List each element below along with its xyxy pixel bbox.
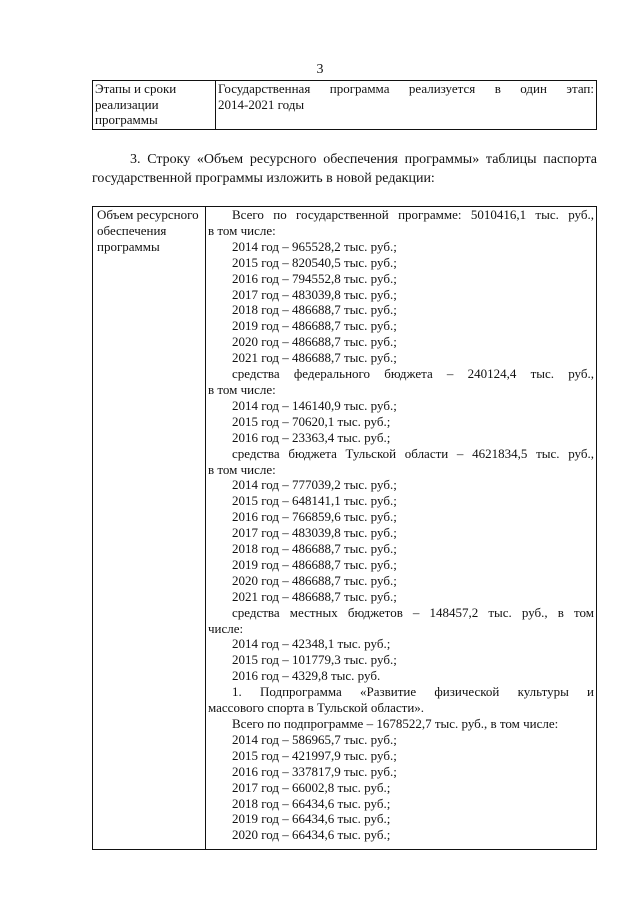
year-line: 2016 год – 4329,8 тыс. руб. <box>232 668 381 684</box>
subprogram-total: Всего по подпрограмме – 1678522,7 тыс. руб., в том числе: <box>232 716 559 731</box>
table-row <box>93 207 597 850</box>
year-line: 2014 год – 586965,7 тыс. руб.; <box>232 731 397 747</box>
year-line: 2020 год – 486688,7 тыс. руб.; <box>232 572 397 588</box>
federal-line: средства федерального бюджета – 240124,4 тыс. руб., <box>232 366 594 382</box>
federal-line-cont: в том числе: <box>208 381 276 397</box>
year-line: 2019 год – 486688,7 тыс. руб.; <box>232 318 397 334</box>
year-line: 2020 год – 66434,6 тыс. руб.; <box>232 827 391 843</box>
year-line: 2019 год – 486688,7 тыс. руб.; <box>232 556 397 572</box>
local-line-cont: числе: <box>208 620 244 636</box>
page-number: 3 <box>316 62 324 77</box>
year-line: 2016 год – 766859,6 тыс. руб.; <box>232 509 397 525</box>
year-line: 2018 год – 486688,7 тыс. руб.; <box>232 541 397 557</box>
total-years-list <box>208 239 594 366</box>
year-line: 2015 год – 820540,5 тыс. руб.; <box>232 254 397 270</box>
year-line: 2018 год – 66434,6 тыс. руб.; <box>232 795 391 811</box>
regional-years-list <box>208 477 594 604</box>
resources-table <box>92 206 597 850</box>
year-line: 2016 год – 337817,9 тыс. руб.; <box>232 763 397 779</box>
year-line: 2014 год – 965528,2 тыс. руб.; <box>232 238 397 254</box>
year-line: 2015 год – 70620,1 тыс. руб.; <box>232 413 391 429</box>
stages-value <box>216 81 597 130</box>
total-line: Всего по государственной программе: 5010416,1 тыс. руб., <box>232 207 594 222</box>
year-line: 2016 год – 23363,4 тыс. руб.; <box>232 429 391 445</box>
stages-table <box>92 80 597 130</box>
year-line: 2019 год – 66434,6 тыс. руб.; <box>232 811 391 827</box>
resources-label: Объем ресурсного обеспечения программы <box>93 207 206 850</box>
year-line: 2020 год – 486688,7 тыс. руб.; <box>232 334 397 350</box>
year-line: 2014 год – 146140,9 тыс. руб.; <box>232 397 397 413</box>
year-line: 2017 год – 66002,8 тыс. руб.; <box>232 779 391 795</box>
stages-value-line2: 2014-2021 годы <box>218 96 305 112</box>
subprogram-line: 1. Подпрограмма «Развитие физической культуры и <box>232 684 594 700</box>
year-line: 2017 год – 483039,8 тыс. руб.; <box>232 525 397 541</box>
resources-value <box>206 207 597 850</box>
regional-line: средства бюджета Тульской области – 4621834,5 тыс. руб., <box>232 445 594 461</box>
local-years-list <box>208 636 594 684</box>
subprogram-years-list <box>208 732 594 843</box>
table-row <box>93 81 597 130</box>
amendment-paragraph: 3. Строку «Объем ресурсного обеспечения программы» таблицы паспорта государственной программы изложить в новой редакции: <box>92 152 597 186</box>
year-line: 2021 год – 486688,7 тыс. руб.; <box>232 350 397 366</box>
federal-years-list <box>208 398 594 446</box>
year-line: 2021 год – 486688,7 тыс. руб.; <box>232 588 397 604</box>
stages-value-line1: Государственная программа реализуется в один этап: <box>218 81 594 96</box>
year-line: 2015 год – 648141,1 тыс. руб.; <box>232 493 397 509</box>
regional-line-cont: в том числе: <box>208 461 276 477</box>
year-line: 2018 год – 486688,7 тыс. руб.; <box>232 302 397 318</box>
year-line: 2017 год – 483039,8 тыс. руб.; <box>232 286 397 302</box>
year-line: 2015 год – 101779,3 тыс. руб.; <box>232 652 397 668</box>
year-line: 2016 год – 794552,8 тыс. руб.; <box>232 270 397 286</box>
year-line: 2015 год – 421997,9 тыс. руб.; <box>232 747 397 763</box>
year-line: 2014 год – 777039,2 тыс. руб.; <box>232 477 397 493</box>
total-line-cont: в том числе: <box>208 222 276 238</box>
local-line: средства местных бюджетов – 148457,2 тыс. руб., в том <box>232 604 594 620</box>
stages-label: Этапы и сроки реализации программы <box>93 81 216 130</box>
year-line: 2014 год – 42348,1 тыс. руб.; <box>232 636 391 652</box>
subprogram-line-cont: массового спорта в Тульской области». <box>208 700 425 716</box>
